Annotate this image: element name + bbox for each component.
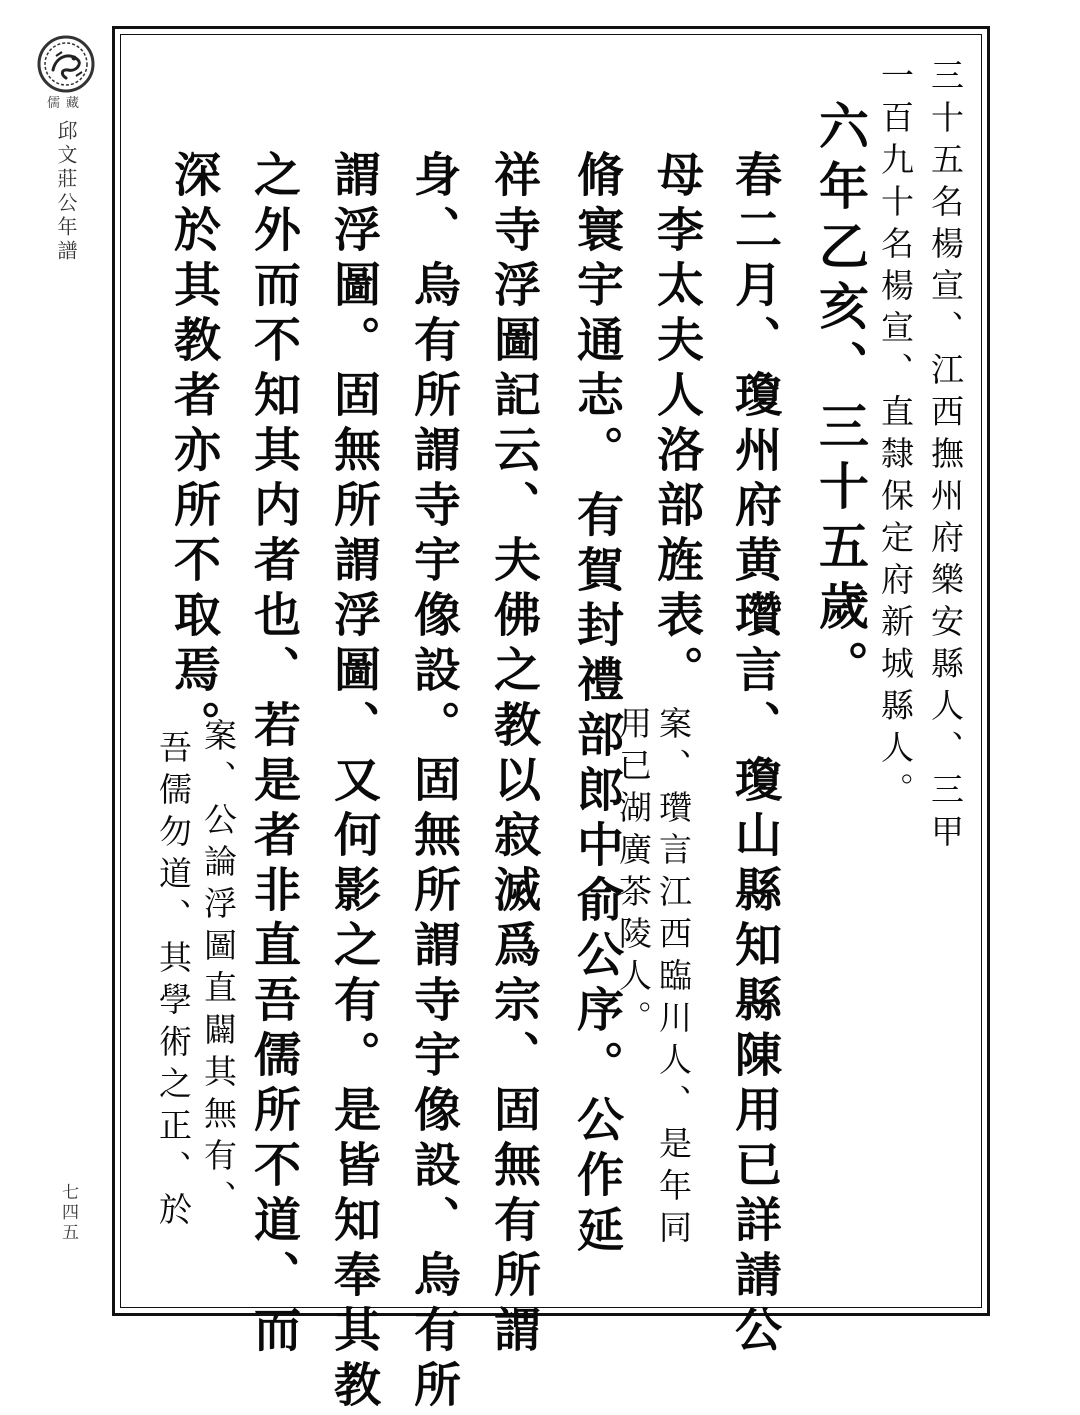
text-segment: 脩寰宇通志。 [569,150,624,480]
text-column [480,150,547,1360]
text-column [872,58,919,814]
text-segment: 謂浮圖。固無所謂浮圖、又何影之有。是皆知奉其教 [326,150,381,1415]
text-column [400,150,467,1415]
text-column [922,58,969,856]
page-number: 七四五 [58,1183,78,1243]
text-segment: 六年乙亥、三十五歲。 [811,100,870,700]
text-segment: 之外而不知其内者也、若是者非直吾儒所不道、而 [246,150,301,1360]
year-heading [804,100,876,700]
text-column [240,150,307,1360]
annotation-column [195,718,242,1222]
text-column [320,150,387,1415]
text-segment: 深於其教者亦所不取焉。 [166,150,221,755]
text-segment: 春二月、瓊州府黄瓚言、瓊山縣知縣陳用已詳請公 [727,150,782,1360]
annotation-column [650,706,697,1252]
ruzang-seal-icon [36,34,96,94]
text-segment: 母李太夫人洛部旌表。 [649,150,704,700]
annotation-column [150,730,197,1234]
annotation-segment: 吾儒勿道、其學術之正、於 [154,730,193,1234]
left-margin [0,0,110,1351]
text-segment: 祥寺浮圖記云、夫佛之教以寂滅爲宗、固無有所謂 [486,150,541,1360]
text-segment: 身、烏有所謂寺宇像設。固無所謂寺宇像設、烏有所 [406,150,461,1415]
annotation-segment: 用已湖廣茶陵人。 [614,706,653,1042]
annotation-segment: 案、公論浮圖直闢其無有、 [199,718,238,1222]
text-column [563,150,630,480]
text-column [643,150,710,700]
text-column [721,150,788,1360]
text-segment: 三十五名楊宣、江西撫州府樂安縣人、三甲 [926,58,965,856]
collection-label: 儒藏 [46,96,85,111]
text-segment: 有賀封禮部郎中俞公序。公作延 [569,490,624,1260]
text-segment: 一百九十名楊宣、直隸保定府新城縣人。 [876,58,915,814]
annotation-segment: 案、瓚言江西臨川人、是年同 [654,706,693,1252]
text-column [563,490,630,1260]
book-title: 邱文莊公年譜 [54,120,78,264]
text-column [160,150,227,755]
